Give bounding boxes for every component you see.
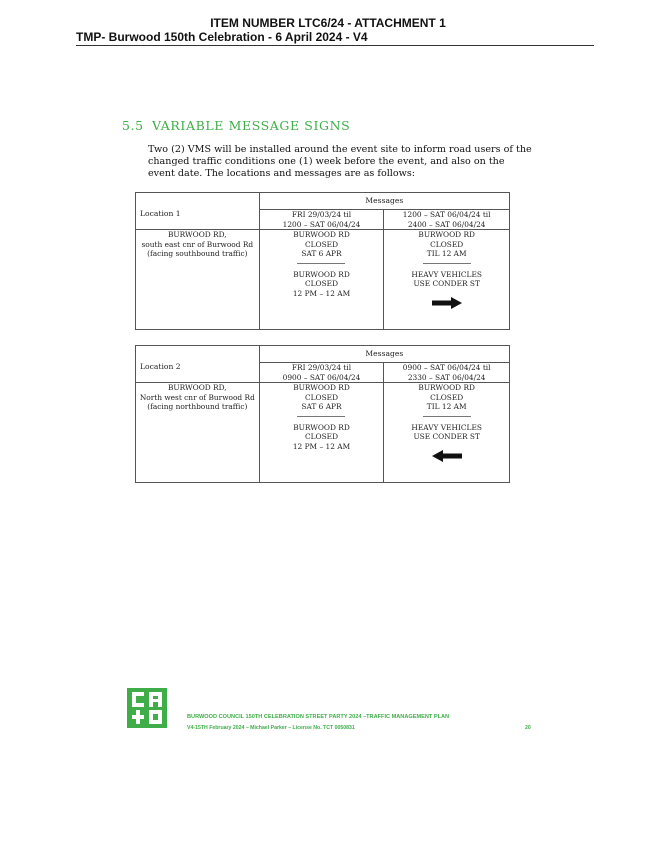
message-1a xyxy=(260,230,384,259)
location-desc-line: BURWOOD RD, xyxy=(168,230,227,239)
period-1-line: FRI 29/03/24 til xyxy=(291,363,352,372)
header-rule xyxy=(76,45,594,46)
message-line: CLOSED xyxy=(304,279,338,288)
message-divider xyxy=(423,416,471,417)
message-line: SAT 6 APR xyxy=(301,402,342,411)
message-line: 12 PM – 12 AM xyxy=(292,441,351,451)
message-column-2 xyxy=(384,383,510,483)
period-2-line: 0900 – SAT 06/04/24 til xyxy=(402,363,491,372)
section-heading xyxy=(122,118,350,133)
message-column-1 xyxy=(259,383,384,483)
message-column-2 xyxy=(384,230,510,330)
message-line: USE CONDER ST xyxy=(413,432,480,441)
message-line: CLOSED xyxy=(304,239,338,249)
message-line: CLOSED xyxy=(304,432,338,441)
location-desc-line: BURWOOD RD, xyxy=(168,383,227,392)
arrow-right-icon xyxy=(432,297,462,309)
messages-header: Messages xyxy=(259,193,509,210)
message-1b xyxy=(260,270,384,299)
message-line: BURWOOD RD xyxy=(293,422,350,432)
message-divider xyxy=(297,416,345,417)
message-line: BURWOOD RD xyxy=(293,383,350,392)
period-2 xyxy=(384,210,510,230)
vms-table-location-1 xyxy=(135,192,510,330)
section-number: 5.5 xyxy=(122,118,144,133)
message-line: SAT 6 APR xyxy=(301,249,342,258)
message-2b xyxy=(384,270,509,289)
message-divider xyxy=(297,263,345,264)
message-line: USE CONDER ST xyxy=(413,279,480,288)
arrow-left-icon xyxy=(432,450,462,462)
period-1 xyxy=(259,210,384,230)
period-1-line: FRI 29/03/24 til xyxy=(291,210,352,219)
location-desc-line: (facing southbound traffic) xyxy=(147,249,248,258)
message-line: 12 PM – 12 AM xyxy=(292,288,351,298)
period-2 xyxy=(384,363,510,383)
message-line: BURWOOD RD xyxy=(418,230,475,239)
message-line: BURWOOD RD xyxy=(293,269,350,279)
message-line: HEAVY VEHICLES xyxy=(411,269,482,279)
vms-table-location-2 xyxy=(135,345,510,483)
section-title: VARIABLE MESSAGE SIGNS xyxy=(152,118,351,133)
location-label-cell xyxy=(136,346,260,383)
message-line: CLOSED xyxy=(304,392,338,402)
message-line: BURWOOD RD xyxy=(293,230,350,239)
message-line: HEAVY VEHICLES xyxy=(411,422,482,432)
location-description xyxy=(136,383,260,483)
location-label-cell xyxy=(136,193,260,230)
period-1-line: 1200 – SAT 06/04/24 xyxy=(282,219,361,229)
message-column-1 xyxy=(259,230,384,330)
header-subtitle: TMP- Burwood 150th Celebration - 6 April 2024 - V4 xyxy=(76,30,368,44)
period-1-line: 0900 – SAT 06/04/24 xyxy=(282,372,361,382)
cato-logo-icon xyxy=(127,688,167,728)
period-2-line: 2400 – SAT 06/04/24 xyxy=(407,219,486,229)
message-2a xyxy=(384,383,509,412)
message-1a xyxy=(260,383,384,412)
message-line: CLOSED xyxy=(430,239,464,249)
period-1 xyxy=(259,363,384,383)
message-line: BURWOOD RD xyxy=(418,383,475,392)
page-number: 20 xyxy=(525,725,531,731)
location-label: Location 2 xyxy=(140,362,181,371)
period-2-line: 1200 – SAT 06/04/24 til xyxy=(402,210,491,219)
message-2a xyxy=(384,230,509,259)
message-line: TIL 12 AM xyxy=(426,402,467,411)
header-title: ITEM NUMBER LTC6/24 - ATTACHMENT 1 xyxy=(210,16,446,30)
message-line: CLOSED xyxy=(430,392,464,402)
location-desc-line: (facing northbound traffic) xyxy=(147,402,248,411)
message-divider xyxy=(423,263,471,264)
location-desc-line: North west cnr of Burwood Rd xyxy=(139,392,255,402)
messages-header: Messages xyxy=(259,346,509,363)
period-2-line: 2330 – SAT 06/04/24 xyxy=(407,372,486,382)
message-line: TIL 12 AM xyxy=(426,249,467,258)
section-intro: Two (2) VMS will be installed around the event site to inform road users of the changed traffic conditions one (1) week before the event, and also on the event date. The locations and messages are as follows: xyxy=(148,144,532,179)
footer-title: BURWOOD COUNCIL 150TH CELEBRATION STREET PARTY 2024 –TRAFFIC MANAGEMENT PLAN xyxy=(187,714,450,720)
location-label: Location 1 xyxy=(140,209,181,218)
footer-version: V4-15TH February 2024 – Michael Parker – License No. TCT 0050831 xyxy=(187,725,355,731)
message-2b xyxy=(384,423,509,442)
location-desc-line: south east cnr of Burwood Rd xyxy=(141,239,254,249)
message-1b xyxy=(260,423,384,452)
location-description xyxy=(136,230,260,330)
